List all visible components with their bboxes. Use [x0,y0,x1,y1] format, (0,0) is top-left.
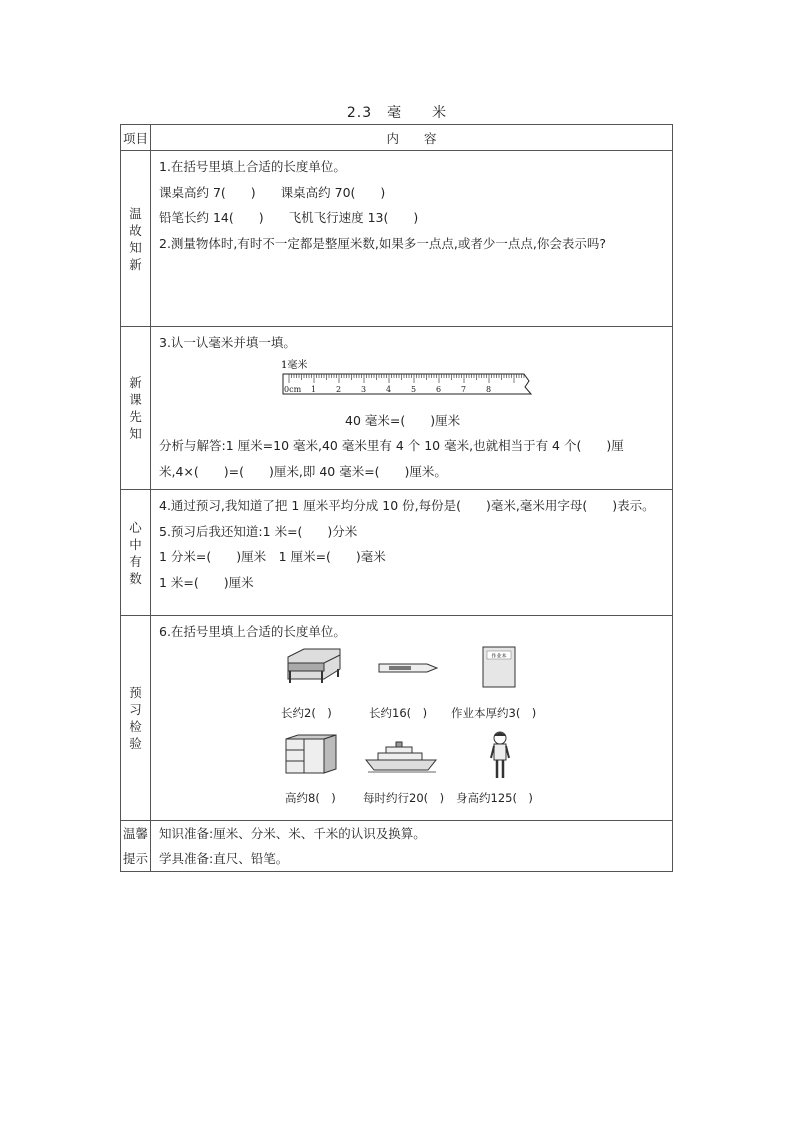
q1-text: 1.在括号里填上合适的长度单位。 [159,159,346,174]
caption-child: 身高约125( ) [456,790,533,805]
q1-line-b: 铅笔长约 14( ) 飞机飞行速度 13( ) [159,210,419,225]
ruler-number: 8 [486,384,492,394]
ruler-equation: 40 毫米=( )厘米 [345,412,461,428]
caption-ship: 每时约行20( ) [363,790,445,805]
q3-text: 3.认一认毫米并填一填。 [159,335,296,350]
section-tips-row [121,820,673,871]
q2-text: 2.测量物体时,有时不一定都是整厘米数,如果多一点点,或者少一点点,你会表示吗? [159,235,606,251]
ruler-image [279,356,549,408]
header-content-cell: 内 容 [151,125,673,151]
header-item-cell: 项目 [121,125,151,151]
analysis-text: 分析与解答:1 厘米=10 毫米,40 毫米里有 4 个 10 毫米,也就相当于有 4 个( )厘米,4×( )=( )厘米,即 40 毫米=( )厘米。 [159,438,624,479]
notebook-image [481,645,517,689]
q5-line-b: 1 分米=( )厘米 1 厘米=( )毫米 [159,549,386,564]
ruler-number: 6 [436,384,442,394]
tip-tools: 学具准备:直尺、铅笔。 [159,850,289,866]
q6-text: 6.在括号里填上合适的长度单位。 [159,624,346,639]
pictures-area [159,645,666,820]
q5-line-c: 1 米=( )厘米 [159,574,254,590]
section-check-row [121,490,673,616]
section-content-cell [151,151,673,327]
ruler-number: 4 [386,384,392,394]
section-review-row [121,151,673,327]
section-label-mind: 心中有数 [129,519,142,586]
content-table [120,124,673,872]
page-title: 2.3 毫 米 [346,105,448,121]
q5-text: 5.预习后我还知道:1 米=( )分米 [159,523,358,539]
section-label-tips: 温馨 提示 [122,825,148,866]
caption-notebook: 作业本厚约3( ) [451,705,537,720]
ruler-number: 0cm [284,384,302,394]
section-preview-row [121,327,673,490]
pencil-image [377,661,439,675]
tip-knowledge: 知识准备:厘米、分米、米、千米的认识及换算。 [159,825,426,841]
caption-desk: 高约8( ) [285,790,336,805]
caption-bed: 长约2( ) [281,705,332,720]
table-header-row [121,125,673,151]
ruler-number: 7 [461,384,467,394]
bed-image [284,647,344,685]
ruler-number: 2 [336,384,342,394]
section-label-cell [121,151,151,327]
ruler-number: 3 [361,384,367,394]
desk-image [284,733,338,775]
q4-text: 4.通过预习,我知道了把 1 厘米平均分成 10 份,每份是( )毫米,毫米用字母( )表示。 [159,498,655,513]
ship-image [364,740,440,774]
caption-pencil: 长约16( ) [369,705,428,720]
section-test-row [121,616,673,821]
section-label-test: 预习检验 [129,684,142,751]
notebook-label: 作业本 [491,653,507,659]
child-image [487,730,513,782]
ruler-figure [159,356,666,408]
q1-line-a: 课桌高约 7( ) 课桌高约 70( ) [159,184,386,200]
ruler-number: 5 [411,384,417,394]
section-label-review: 温故知新 [129,205,142,272]
ruler-label: 1毫米 [281,359,308,371]
section-label-preview: 新课先知 [129,375,142,441]
ruler-number: 1 [311,384,317,394]
